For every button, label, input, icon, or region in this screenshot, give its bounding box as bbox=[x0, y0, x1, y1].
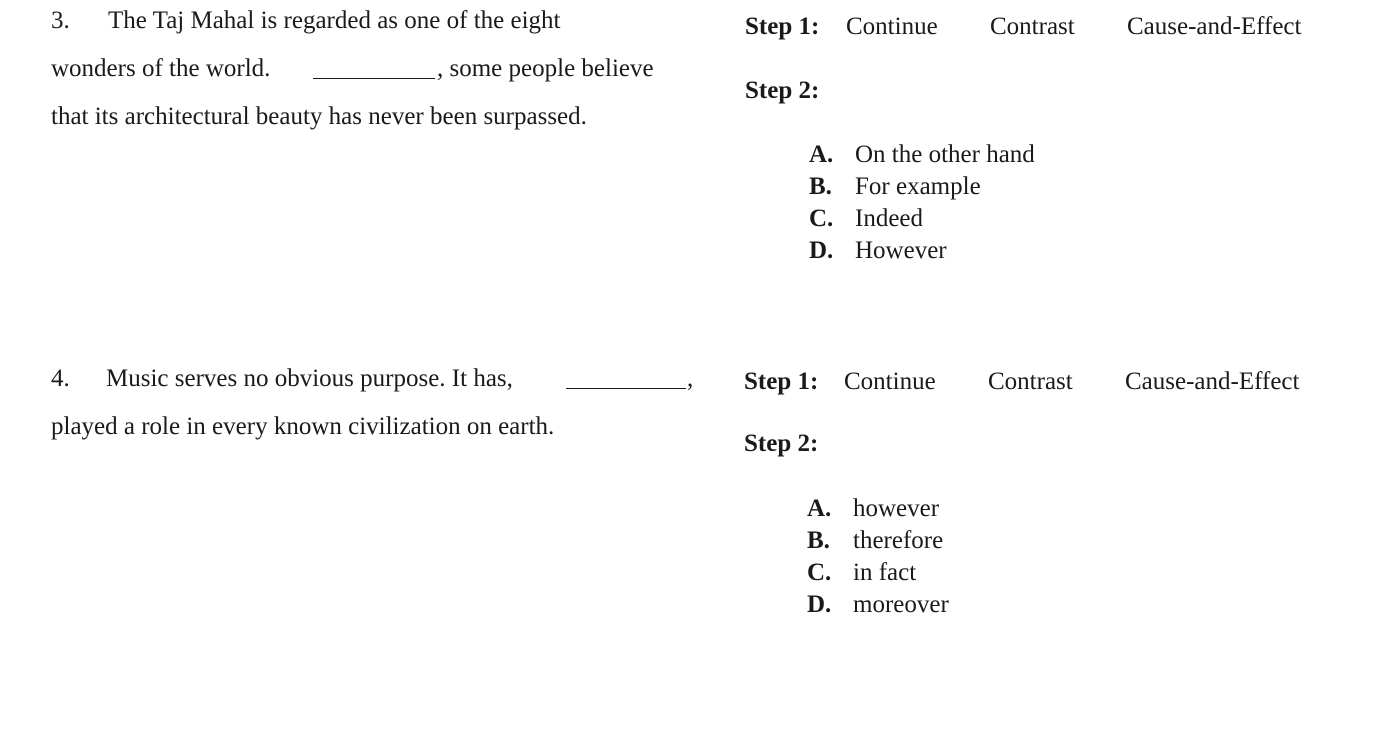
step1-label: Step 1: bbox=[744, 368, 819, 395]
choice-text: For example bbox=[855, 173, 981, 200]
step1-option-continue[interactable]: Continue bbox=[846, 13, 938, 40]
choice-letter: A. bbox=[807, 495, 832, 522]
question-text-line: Music serves no obvious purpose. It has, bbox=[106, 365, 513, 392]
choice-text: On the other hand bbox=[855, 141, 1035, 168]
choice-text: therefore bbox=[853, 527, 944, 554]
choice-letter: A. bbox=[809, 141, 834, 168]
choice-letter: B. bbox=[807, 527, 830, 554]
choice-letter: C. bbox=[809, 205, 834, 232]
choice-text: in fact bbox=[853, 559, 917, 586]
choice-text: However bbox=[855, 237, 947, 264]
question-number: 3. bbox=[51, 7, 70, 34]
choice-b[interactable] bbox=[809, 173, 981, 201]
question-text-line: , bbox=[687, 365, 694, 392]
choice-letter: D. bbox=[807, 591, 832, 618]
choice-d[interactable] bbox=[809, 237, 947, 265]
question-number: 4. bbox=[51, 365, 70, 392]
question-text-line: , some people believe bbox=[437, 55, 654, 82]
choice-c[interactable] bbox=[809, 205, 923, 233]
question-text-line: that its architectural beauty has never been surpassed. bbox=[51, 103, 587, 130]
choice-letter: D. bbox=[809, 237, 834, 264]
step1-label: Step 1: bbox=[745, 13, 820, 40]
choice-text: however bbox=[853, 495, 940, 522]
step2-label: Step 2: bbox=[744, 430, 819, 457]
choice-d[interactable] bbox=[807, 591, 949, 619]
step1-option-contrast[interactable]: Contrast bbox=[990, 13, 1075, 40]
choice-c[interactable] bbox=[807, 559, 916, 587]
choice-text: moreover bbox=[853, 591, 949, 618]
step1-option-cause-effect[interactable]: Cause-and-Effect bbox=[1127, 13, 1302, 40]
step1-option-contrast[interactable]: Contrast bbox=[988, 368, 1073, 395]
choice-text: Indeed bbox=[855, 205, 924, 232]
choice-a[interactable] bbox=[809, 141, 1035, 169]
choice-b[interactable] bbox=[807, 527, 943, 555]
answer-blank[interactable] bbox=[313, 60, 435, 79]
question-text-line: The Taj Mahal is regarded as one of the eight bbox=[108, 7, 561, 34]
choice-a[interactable] bbox=[807, 495, 939, 523]
step1-option-continue[interactable]: Continue bbox=[844, 368, 936, 395]
choice-letter: B. bbox=[809, 173, 832, 200]
question-text-line: played a role in every known civilization on earth. bbox=[51, 413, 555, 440]
answer-blank[interactable] bbox=[566, 370, 686, 389]
step2-label: Step 2: bbox=[745, 77, 820, 104]
choice-letter: C. bbox=[807, 559, 832, 586]
question-text-line: wonders of the world. bbox=[51, 55, 271, 82]
step1-option-cause-effect[interactable]: Cause-and-Effect bbox=[1125, 368, 1300, 395]
